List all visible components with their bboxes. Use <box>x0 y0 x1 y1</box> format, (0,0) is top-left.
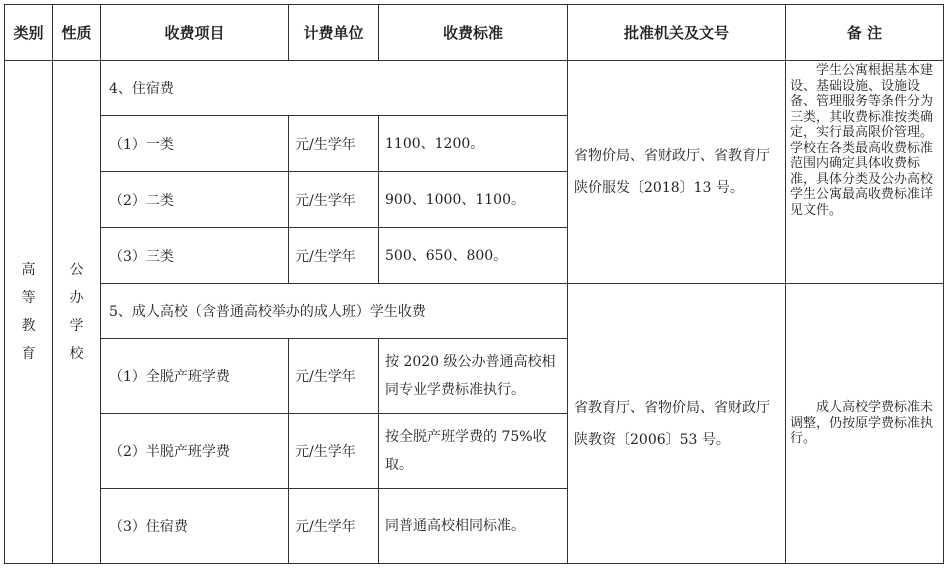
category-cell <box>5 61 53 564</box>
header-row <box>5 5 944 61</box>
nature-cell <box>53 61 101 564</box>
standard-cell: 500、650、800。 <box>379 228 568 284</box>
standard-cell: 同普通高校相同标准。 <box>379 489 568 564</box>
unit-cell: 元/生学年 <box>289 116 379 172</box>
header-approval: 批准机关及文号 <box>568 5 786 61</box>
item-cell: （2）二类 <box>101 172 289 228</box>
standard-cell: 1100、1200。 <box>379 116 568 172</box>
header-category: 类别 <box>5 5 53 61</box>
header-note: 备 注 <box>786 5 944 61</box>
unit-cell: 元/生学年 <box>289 228 379 284</box>
item-cell: （3）三类 <box>101 228 289 284</box>
unit-cell: 元/生学年 <box>289 339 379 414</box>
note-cell: 成人高校学费标准未调整，仍按原学费标准执行。 <box>786 284 944 564</box>
header-nature: 性质 <box>53 5 101 61</box>
item-cell: （1）一类 <box>101 116 289 172</box>
item-cell: （3）住宿费 <box>101 489 289 564</box>
unit-cell: 元/生学年 <box>289 414 379 489</box>
note-cell: 学生公寓根据基本建设、基础设施、设施设备、管理服务等条件分为三类，其收费标准按类确定，实行最高限价管理。学校在各类最高收费标准范围内确定具体收费标准，具体分类及公办高校学生公寓最高收费标准详见文件。 <box>786 61 944 284</box>
section-row <box>5 284 944 339</box>
standard-cell: 900、1000、1100。 <box>379 172 568 228</box>
section-title: 4、住宿费 <box>101 61 568 116</box>
category-text: 高等教育 <box>21 262 36 362</box>
approval-cell: 省教育厅、省物价局、省财政厅陕教资〔2006〕53 号。 <box>568 284 786 564</box>
approval-cell: 省物价局、省财政厅、省教育厅陕价服发〔2018〕13 号。 <box>568 61 786 284</box>
item-cell: （2）半脱产班学费 <box>101 414 289 489</box>
nature-text: 公办学校 <box>69 262 84 362</box>
section-title: 5、成人高校（含普通高校举办的成人班）学生收费 <box>101 284 568 339</box>
section-row <box>5 61 944 116</box>
fee-table <box>4 4 944 564</box>
header-unit: 计费单位 <box>289 5 379 61</box>
header-item: 收费项目 <box>101 5 289 61</box>
header-standard: 收费标准 <box>379 5 568 61</box>
standard-cell: 按全脱产班学费的 75%收取。 <box>379 414 568 489</box>
item-cell: （1）全脱产班学费 <box>101 339 289 414</box>
standard-cell: 按 2020 级公办普通高校相同专业学费标准执行。 <box>379 339 568 414</box>
unit-cell: 元/生学年 <box>289 489 379 564</box>
unit-cell: 元/生学年 <box>289 172 379 228</box>
